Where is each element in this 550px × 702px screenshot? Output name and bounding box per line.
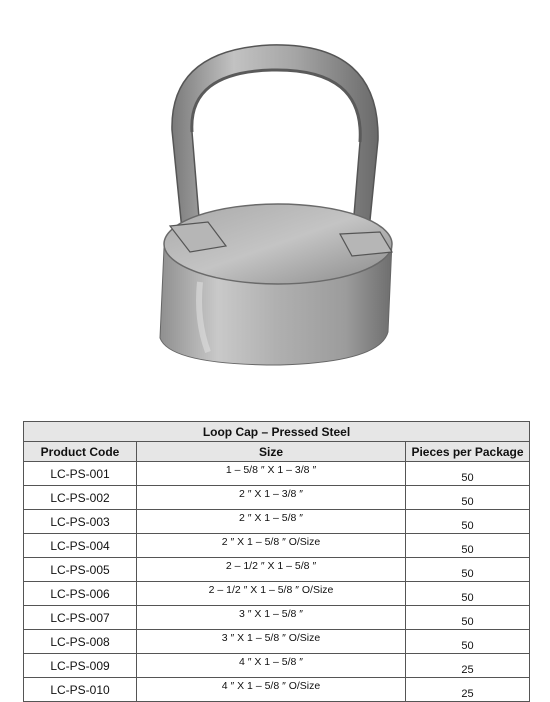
qty-cell: 50 (406, 558, 530, 582)
loop-cap-photo (130, 20, 420, 380)
table-header-row (24, 442, 530, 462)
product-code-cell: LC-PS-005 (24, 558, 137, 582)
spec-table (23, 421, 530, 702)
table-row (24, 486, 530, 510)
table-row (24, 678, 530, 702)
size-cell: 2 – 1/2 ″ X 1 – 5/8 ″ (137, 558, 406, 582)
table-row (24, 630, 530, 654)
header-size: Size (137, 442, 406, 462)
product-code-cell: LC-PS-008 (24, 630, 137, 654)
size-cell: 3 ″ X 1 – 5/8 ″ O/Size (137, 630, 406, 654)
product-code-cell: LC-PS-002 (24, 486, 137, 510)
table-row (24, 534, 530, 558)
product-code-cell: LC-PS-003 (24, 510, 137, 534)
qty-cell: 50 (406, 534, 530, 558)
table-row (24, 606, 530, 630)
product-code-cell: LC-PS-009 (24, 654, 137, 678)
size-cell: 1 – 5/8 ″ X 1 – 3/8 ″ (137, 462, 406, 486)
qty-cell: 50 (406, 630, 530, 654)
table-row (24, 582, 530, 606)
size-cell: 3 ″ X 1 – 5/8 ″ (137, 606, 406, 630)
size-cell: 2 ″ X 1 – 3/8 ″ (137, 486, 406, 510)
size-cell: 2 ″ X 1 – 5/8 ″ (137, 510, 406, 534)
qty-cell: 50 (406, 606, 530, 630)
size-cell: 2 ″ X 1 – 5/8 ″ O/Size (137, 534, 406, 558)
table-title-row (24, 422, 530, 442)
product-code-cell: LC-PS-001 (24, 462, 137, 486)
table-row (24, 510, 530, 534)
table-title: Loop Cap – Pressed Steel (24, 422, 530, 442)
qty-cell: 50 (406, 486, 530, 510)
product-code-cell: LC-PS-006 (24, 582, 137, 606)
qty-cell: 50 (406, 510, 530, 534)
product-code-cell: LC-PS-007 (24, 606, 137, 630)
table-row (24, 654, 530, 678)
header-product-code: Product Code (24, 442, 137, 462)
table-row (24, 462, 530, 486)
qty-cell: 50 (406, 582, 530, 606)
table-row (24, 558, 530, 582)
qty-cell: 25 (406, 678, 530, 702)
size-cell: 4 ″ X 1 – 5/8 ″ (137, 654, 406, 678)
qty-cell: 50 (406, 462, 530, 486)
product-code-cell: LC-PS-004 (24, 534, 137, 558)
header-pieces-per-package: Pieces per Package (406, 442, 530, 462)
qty-cell: 25 (406, 654, 530, 678)
product-code-cell: LC-PS-010 (24, 678, 137, 702)
size-cell: 4 ″ X 1 – 5/8 ″ O/Size (137, 678, 406, 702)
size-cell: 2 – 1/2 ″ X 1 – 5/8 ″ O/Size (137, 582, 406, 606)
